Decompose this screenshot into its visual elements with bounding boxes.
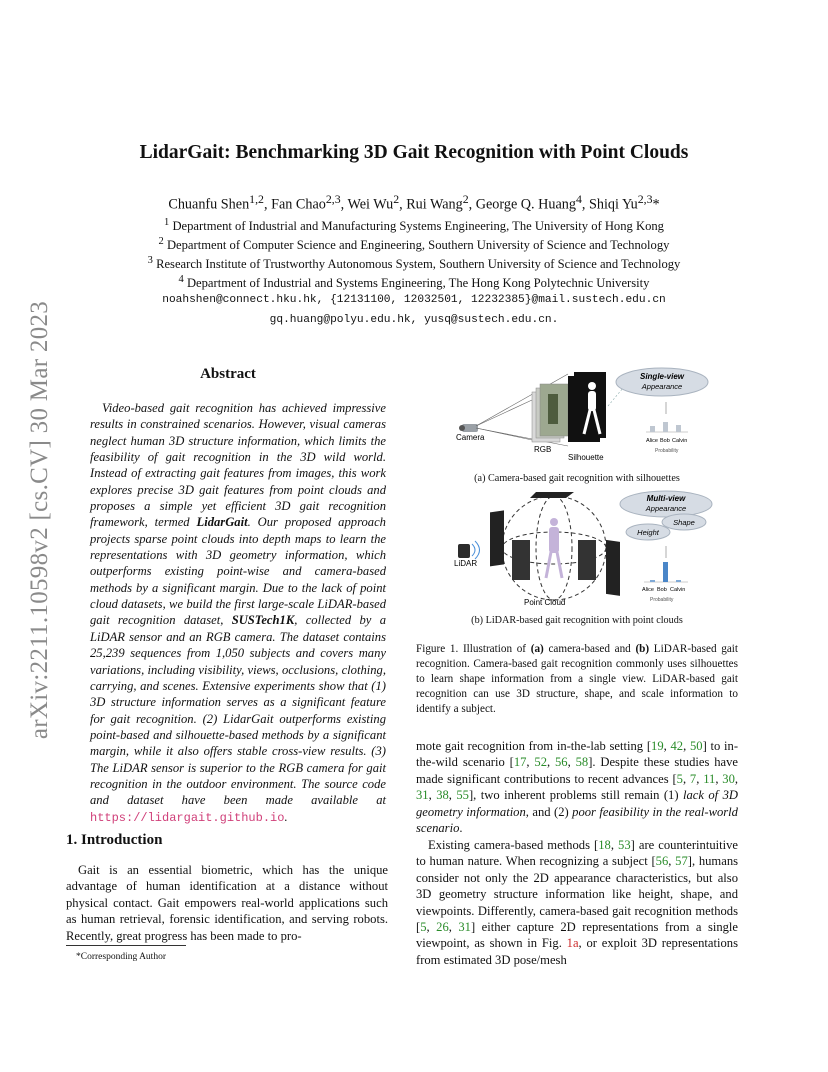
shape-label: Shape: [673, 518, 695, 527]
email-line-1: noahshen@connect.hku.hk, {12131100, 12032501, 12232385}@mail.sustech.edu.cn: [162, 294, 666, 306]
bar-bob: [663, 562, 668, 582]
cloud-line-1: Single-view: [639, 372, 685, 381]
subcaption-a: (a) Camera-based gait recognition with silhouettes: [474, 473, 680, 484]
probability-bars: [642, 562, 688, 603]
abstract-heading: Abstract: [200, 366, 256, 382]
cloud-line-1: Multi-view: [646, 494, 686, 503]
cloud-line-2: Appearance: [645, 504, 687, 513]
point-cloud-figure: [546, 518, 562, 578]
arxiv-watermark: [10, 280, 70, 760]
dataset-name: SUSTech1K: [231, 613, 295, 628]
legend-probability: Probability: [655, 448, 679, 454]
bar-label-bob: Bob: [660, 438, 670, 444]
bar-alice: [650, 580, 655, 582]
bar-bob: [663, 422, 668, 432]
email-line-2: gq.huang@polyu.edu.hk, yusq@sustech.edu.cn.: [269, 314, 559, 326]
paper-title: LidarGait: Benchmarking 3D Gait Recognition with Point Clouds: [139, 142, 689, 163]
silhouette-frames: [568, 372, 606, 442]
abstract-body: Video-based gait recognition has achieved impressive results in constrained scenarios. However, visual cameras neglect human 3D structure information, which limits the feasibility of gait recognition in the 3D wild world. Instead of extracting gait features from images, this work explores precise 3D gait features from point clouds and proposes a simple yet efficient 3D gait recognition framework, termed LidarGait. Our proposed approach projects sparse point clouds into depth maps to learn the representations with 3D geometry information, which outperforms existing point-wise and camera-based methods by a significant margin. Due to the lack of point cloud datasets, we build the first large-scale LiDAR-based gait recognition dataset, SUSTech1K, collected by a LiDAR sensor and an RGB camera. The dataset contains 25,239 sequences from 1,050 subjects and covers many variations, including visibility, views, occlusions, clothing, carrying, and scenes. Extensive experiments show that (1) 3D structure information serves as a significant feature for gait recognition. (2) LidarGait outperforms existing point-based and silhouette-based methods by a significant margin, while it also offers stable cross-view results. (3) The LiDAR sensor is superior to the RGB camera for gait recognition in the outdoor environment. The source code and dataset have been made available at https://lidargait.github.io.: [90, 401, 386, 825]
affiliation-3: $^3$ Research Institute of Trustworthy Autonomous System, Southern University of Science and Technology: [147, 255, 681, 272]
rgb-label: RGB: [534, 445, 552, 454]
figure-panel-a: [450, 362, 720, 470]
probability-bars: [646, 422, 688, 454]
affiliation-1: $^1$ Department of Industrial and Manufacturing Systems Engineering, The University of Hong Kong: [164, 217, 664, 234]
method-name: LidarGait: [196, 515, 248, 530]
viewpoint-sphere: [490, 492, 620, 600]
lidar-label: LiDAR: [454, 559, 478, 568]
cloud-line-2: Appearance: [641, 382, 683, 391]
rgb-frames: [532, 384, 568, 442]
bar-label-alice: Alice: [646, 438, 658, 444]
figure-caption: Figure 1. Illustration of (a) camera-based and (b) LiDAR-based gait recognition. Camera-based gait recognition commonly uses silhouettes to learn shape information from a single view. LiDAR-based gait recognition can use 3D structure, shape, and scale information to identify a subject.: [416, 643, 739, 715]
bar-label-bob: Bob: [657, 587, 667, 593]
bar-calvin: [676, 580, 681, 582]
affiliation-4: $^4$ Department of Industrial and Systems Engineering, The Hong Kong Polytechnic University: [178, 274, 650, 291]
camera-icon: [459, 424, 478, 432]
bar-calvin: [676, 425, 681, 432]
footnote-rule: [66, 945, 186, 946]
point-cloud-label: Point Cloud: [524, 598, 566, 607]
lidar-icon: [458, 541, 480, 559]
silhouette-label: Silhouette: [568, 453, 604, 462]
figure-panel-b: [450, 488, 720, 610]
affiliation-2: $^2$ Department of Computer Science and Engineering, Southern University of Science and Technology: [158, 236, 670, 253]
col2-paragraph-2: Existing camera-based methods [18, 53] are counterintuitive to human nature. When recognizing a subject [56, 57], humans consider not only the 2D appearance characteristics, but also 3D geometry structure information like height, shape, and viewpoints. Differently, camera-based gait recognition methods [5, 26, 31] either capture 2D representations from a single viewpoint, as shown in Fig. 1a, or exploit 3D representations from estimated 3D pose/mesh: [416, 838, 739, 967]
bar-label-calvin: Calvin: [670, 587, 686, 593]
legend-probability: Probability: [650, 597, 674, 603]
bar-alice: [650, 426, 655, 432]
multiview-cloud: [620, 491, 712, 540]
camera-label: Camera: [456, 433, 485, 442]
author-list: Chuanfu Shen$^{1,2}$, Fan Chao$^{2,3}$, Wei Wu$^2$, Rui Wang$^2$, George Q. Huang$^4$, Shiqi Yu$^{2,3}$*: [168, 192, 660, 213]
col2-paragraph-1: mote gait recognition from in-the-lab setting [19, 42, 50] to in-the-wild scenario [17, 52, 56, 58]. Despite these studies have made significant contributions to recent advances [5, 7, 11, 30, 31, 38, 55], two inherent problems still remain (1) lack of 3D geometry information, and (2) poor feasibility in the real-world scenario.: [416, 739, 739, 836]
project-link[interactable]: https://lidargait.github.io: [90, 810, 285, 825]
height-label: Height: [637, 528, 659, 537]
bar-label-alice: Alice: [642, 587, 654, 593]
intro-heading: 1. Introduction: [66, 832, 163, 848]
subcaption-b: (b) LiDAR-based gait recognition with point clouds: [471, 615, 683, 626]
intro-body: Gait is an essential biometric, which has the unique advantage of human identification at a distance without physical contact. Gait empowers real-world applications such as human retrieval, forensic identification, and serving robots. Recently, great progress has been made to pro-: [66, 863, 388, 943]
bar-label-calvin: Calvin: [672, 438, 688, 444]
footnote: *Corresponding Author: [76, 952, 166, 962]
cloud-callout: [616, 368, 708, 396]
arxiv-id: arXiv:2211.10598v2 [cs.CV] 30 Mar 2023: [26, 300, 53, 740]
